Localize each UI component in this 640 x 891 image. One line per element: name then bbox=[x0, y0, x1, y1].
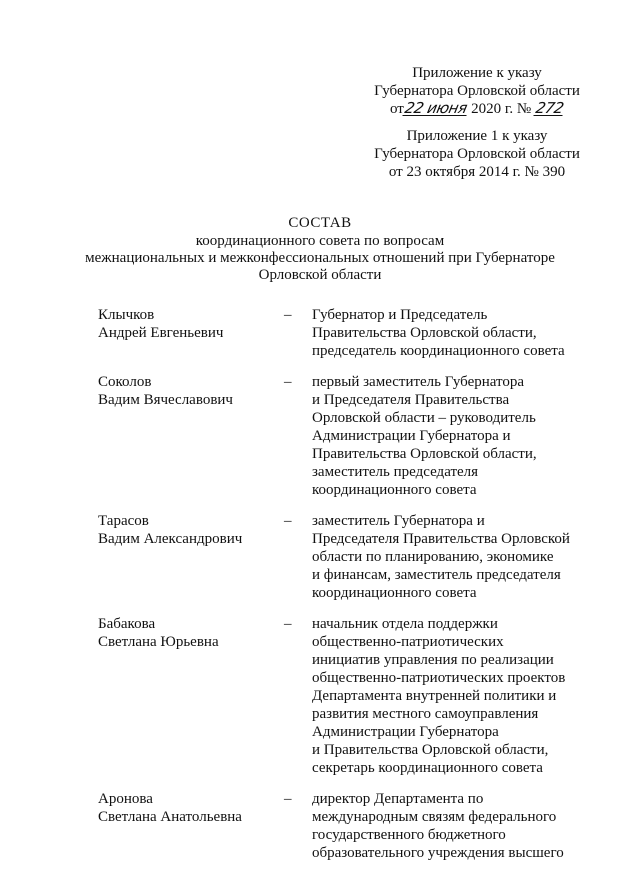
title-line3: Орловской области bbox=[258, 267, 382, 283]
member-given-names: Андрей Евгеньевич bbox=[98, 325, 224, 341]
member-dash: – bbox=[284, 616, 292, 632]
title-line1: координационного совета по вопросам bbox=[195, 233, 445, 249]
document-title bbox=[0, 215, 640, 284]
member-dash: – bbox=[284, 791, 292, 807]
member-position bbox=[312, 373, 588, 499]
member-position-line: общественно-патриотических bbox=[312, 634, 504, 650]
member-position-line: государственного бюджетного bbox=[312, 827, 506, 843]
member-position-line: и Председателя Правительства bbox=[312, 392, 510, 408]
member-surname: Бабакова bbox=[98, 616, 156, 632]
member-name bbox=[98, 790, 284, 862]
member-position-line: начальник отдела поддержки bbox=[312, 616, 498, 632]
title-line2: межнациональных и межконфессиональных отношений при Губернаторе bbox=[85, 250, 555, 266]
member-given-names: Светлана Юрьевна bbox=[98, 634, 219, 650]
member-position-line: международным связям федерального bbox=[312, 809, 557, 825]
member-position-line: Орловской области – руководитель bbox=[312, 410, 536, 426]
member-given-names: Вадим Вячеславович bbox=[98, 392, 233, 408]
member-given-names: Светлана Анатольевна bbox=[98, 809, 242, 825]
member-row bbox=[98, 615, 588, 777]
member-row bbox=[98, 306, 588, 360]
member-dash: – bbox=[284, 374, 292, 390]
appendix-current bbox=[362, 64, 592, 118]
member-position-line: Правительства Орловской области, bbox=[312, 446, 537, 462]
member-position-line: инициатив управления по реализации bbox=[312, 652, 554, 668]
title-heading: СОСТАВ bbox=[288, 215, 352, 231]
year-text: 2020 г. № bbox=[471, 101, 532, 117]
member-position-line: и финансам, заместитель председателя bbox=[312, 567, 561, 583]
member-position-line: Председателя Правительства Орловской bbox=[312, 531, 570, 547]
member-position bbox=[312, 306, 588, 360]
appendix-previous bbox=[362, 127, 592, 181]
appendix-current-date-line bbox=[362, 100, 592, 118]
member-position-line: общественно-патриотических проектов bbox=[312, 670, 566, 686]
member-surname: Аронова bbox=[98, 791, 153, 807]
member-dash: – bbox=[284, 307, 292, 323]
date-prefix: от bbox=[389, 101, 404, 117]
member-name bbox=[98, 512, 284, 602]
member-position-line: Администрации Губернатора и bbox=[312, 428, 511, 444]
appendix-current-line1: Приложение к указу bbox=[412, 65, 542, 81]
member-position-line: и Правительства Орловской области, bbox=[312, 742, 549, 758]
member-position bbox=[312, 615, 588, 777]
appendix-current-line2: Губернатора Орловской области bbox=[374, 83, 580, 99]
member-position-line: заместитель председателя bbox=[312, 464, 479, 480]
member-position-line: Департамента внутренней политики и bbox=[312, 688, 557, 704]
member-position bbox=[312, 790, 588, 862]
member-position-line: председатель координационного совета bbox=[312, 343, 565, 359]
member-row bbox=[98, 373, 588, 499]
member-position-line: заместитель Губернатора и bbox=[312, 513, 485, 529]
member-surname: Соколов bbox=[98, 374, 152, 390]
member-dash: – bbox=[284, 513, 292, 529]
member-given-names: Вадим Александрович bbox=[98, 531, 243, 547]
members-list bbox=[98, 306, 588, 875]
member-position bbox=[312, 512, 588, 602]
member-name bbox=[98, 306, 284, 360]
member-position-line: координационного совета bbox=[312, 585, 477, 601]
member-position-line: области по планированию, экономике bbox=[312, 549, 554, 565]
member-surname: Тарасов bbox=[98, 513, 149, 529]
member-position-line: секретарь координационного совета bbox=[312, 760, 543, 776]
appendix-previous-line2: Губернатора Орловской области bbox=[374, 146, 580, 162]
handwritten-number: 272 bbox=[534, 99, 566, 117]
handwritten-date: 22 июня bbox=[403, 99, 469, 117]
member-position-line: развития местного самоуправления bbox=[312, 706, 539, 722]
member-name bbox=[98, 615, 284, 777]
member-row bbox=[98, 512, 588, 602]
member-position-line: образовательного учреждения высшего bbox=[312, 845, 564, 861]
member-position-line: Губернатор и Председатель bbox=[312, 307, 488, 323]
member-row bbox=[98, 790, 588, 862]
member-position-line: Правительства Орловской области, bbox=[312, 325, 537, 341]
member-surname: Клычков bbox=[98, 307, 155, 323]
appendix-previous-line3: от 23 октября 2014 г. № 390 bbox=[388, 164, 566, 180]
member-name bbox=[98, 373, 284, 499]
member-position-line: первый заместитель Губернатора bbox=[312, 374, 525, 390]
member-position-line: директор Департамента по bbox=[312, 791, 484, 807]
member-position-line: Администрации Губернатора bbox=[312, 724, 499, 740]
member-position-line: координационного совета bbox=[312, 482, 477, 498]
appendix-previous-line1: Приложение 1 к указу bbox=[406, 128, 548, 144]
